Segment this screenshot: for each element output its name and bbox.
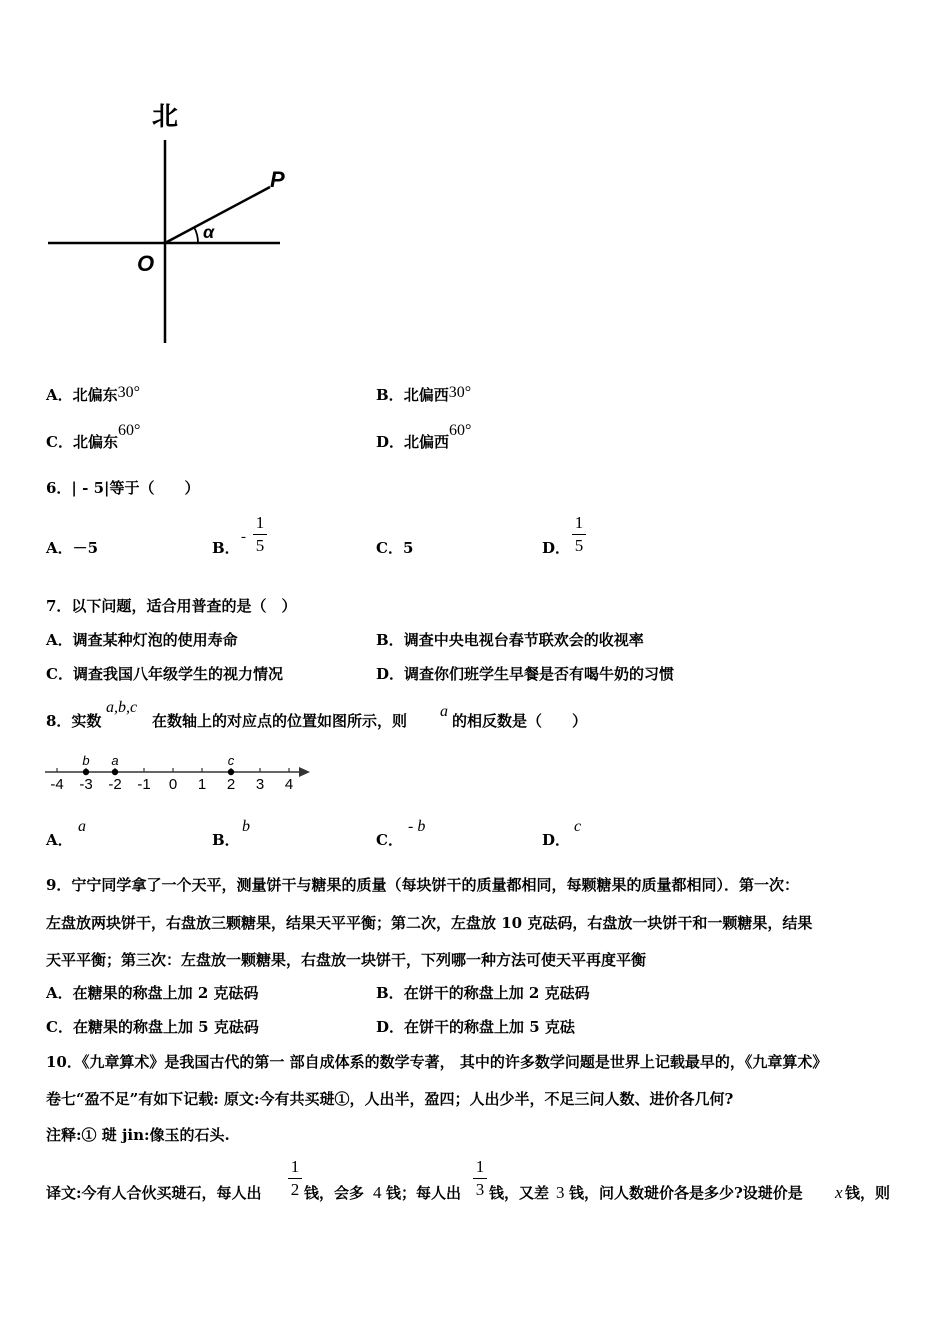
q7-stem: 7．以下问题，适合用普查的是（ ） (46, 597, 297, 615)
q10-line-2: 卷七“盈不足”有如下记载: 原文:今有共买琎①，人出半，盈四；人出少半，不足三问人数、进价各几何? (46, 1090, 734, 1108)
north-label: 北 (152, 101, 179, 131)
tick-label: -2 (108, 776, 122, 793)
q8-option-a-letter[interactable]: A． (46, 831, 73, 849)
q7-option-b[interactable]: B．调查中央电视台春节联欢会的收视率 (376, 631, 644, 649)
tick-label: -1 (137, 776, 151, 793)
q6-stem: 6．| - 5|等于（ ） (46, 479, 200, 497)
q9-line-3: 天平平衡；第三次：左盘放一颗糖果，右盘放一块饼干，下列哪一种方法可使天平再度平衡 (46, 951, 647, 969)
q10-line-4d: 钱，又差 (489, 1184, 550, 1202)
q5-option-d[interactable]: D．北偏西60° (376, 422, 472, 451)
q9-option-d[interactable]: D．在饼干的称盘上加 5 克砝 (376, 1018, 575, 1036)
q7-option-a[interactable]: A．调查某种灯泡的使用寿命 (46, 631, 238, 649)
ray-op (165, 187, 270, 243)
q6-option-d-fraction: 1 5 (572, 514, 586, 555)
tick-label: 4 (284, 776, 294, 793)
q10-line-4c: 钱；每人出 (386, 1184, 462, 1202)
q9-option-b[interactable]: B．在饼干的称盘上加 2 克砝码 (376, 984, 590, 1002)
q8-option-c-expr: - b (408, 818, 426, 835)
q10-line-1: 10．《九章算术》是我国古代的第一 部自成体系的数学专著， 其中的许多数学问题是世界上记载最早的，《九章算术》 (46, 1053, 828, 1071)
q5-option-a[interactable]: A．北偏东30° (46, 384, 141, 404)
q10-line-4a: 译文:今有人合伙买琎石，每人出 (46, 1184, 262, 1202)
q8-option-b-expr: b (242, 818, 250, 835)
q9-line-1: 9．宁宁同学拿了一个天平，测量饼干与糖果的质量（每块饼干的质量都相同，每颗糖果的质量都相同）．第一次： (46, 876, 799, 894)
q8-option-d-letter[interactable]: D． (542, 831, 571, 849)
q8-var-a: a (440, 703, 448, 720)
number-line (40, 745, 320, 795)
q8-vars: a,b,c (106, 699, 138, 716)
q10-line-3: 注释:① 琎 jin:像玉的石头. (46, 1126, 230, 1144)
q10-line-4b: 钱，会多 (304, 1184, 365, 1202)
q7-option-d[interactable]: D．调查你们班学生早餐是否有喝牛奶的习惯 (376, 665, 675, 683)
q10-line-4e: 钱，问人数琎价各是多少?设琎价是 (569, 1184, 803, 1202)
tick-label: 0 (168, 776, 178, 793)
q10-line-4f: 钱，则 (845, 1184, 891, 1202)
origin-label: O (137, 251, 155, 276)
q10-number-3: 3 (556, 1183, 565, 1202)
point-c (228, 769, 234, 775)
q6-option-b-fraction: 1 5 (253, 514, 267, 555)
point-a (112, 769, 118, 775)
tick-label: -3 (79, 776, 93, 793)
tick-label: 2 (226, 776, 236, 793)
q8-stem-pre: 8．实数 (46, 712, 102, 730)
q8-stem-mid: 在数轴上的对应点的位置如图所示，则 (152, 712, 408, 730)
q6-option-c[interactable]: C．5 (376, 539, 414, 557)
q8-option-b-letter[interactable]: B． (212, 831, 240, 849)
q7-option-c[interactable]: C．调查我国八年级学生的视力情况 (46, 665, 283, 683)
q8-option-a-expr: a (78, 818, 86, 835)
q6-option-d-letter[interactable]: D． (542, 539, 571, 557)
q9-option-c[interactable]: C．在糖果的称盘上加 5 克砝码 (46, 1018, 259, 1036)
q6-option-b-letter[interactable]: B． (212, 539, 240, 557)
q8-option-d-expr: c (574, 818, 582, 835)
q9-line-2: 左盘放两块饼干，右盘放三颗糖果，结果天平平衡；第二次，左盘放 10 克砝码，右盘放一块饼干和一颗糖果，结果 (46, 914, 813, 932)
q6-option-a[interactable]: A．－5 (46, 539, 99, 557)
q10-fraction-third: 1 3 (473, 1158, 487, 1199)
q6-option-b-sign: - (241, 529, 246, 545)
angle-alpha-label: α (203, 222, 215, 242)
point-label-a: a (111, 753, 119, 768)
point-b (83, 769, 89, 775)
q5-option-c[interactable]: C．北偏东60° (46, 422, 141, 451)
q10-number-4: 4 (373, 1183, 382, 1202)
q8-option-c-letter[interactable]: C． (376, 831, 403, 849)
tick-label: 1 (197, 776, 207, 793)
compass-figure (40, 95, 310, 350)
tick-label: -4 (50, 776, 64, 793)
q9-option-a[interactable]: A．在糖果的称盘上加 2 克砝码 (46, 984, 259, 1002)
point-p-label: P (270, 167, 285, 192)
angle-arc (194, 227, 198, 243)
point-label-b: b (82, 753, 90, 768)
q8-stem-post: 的相反数是（ ） (452, 712, 588, 730)
tick-label: 3 (255, 776, 265, 793)
q5-option-b[interactable]: B．北偏西30° (376, 384, 472, 404)
number-line-arrow (299, 767, 310, 777)
q10-var-x: x (835, 1183, 843, 1202)
q10-fraction-half: 1 2 (288, 1158, 302, 1199)
point-label-c: c (227, 753, 235, 768)
